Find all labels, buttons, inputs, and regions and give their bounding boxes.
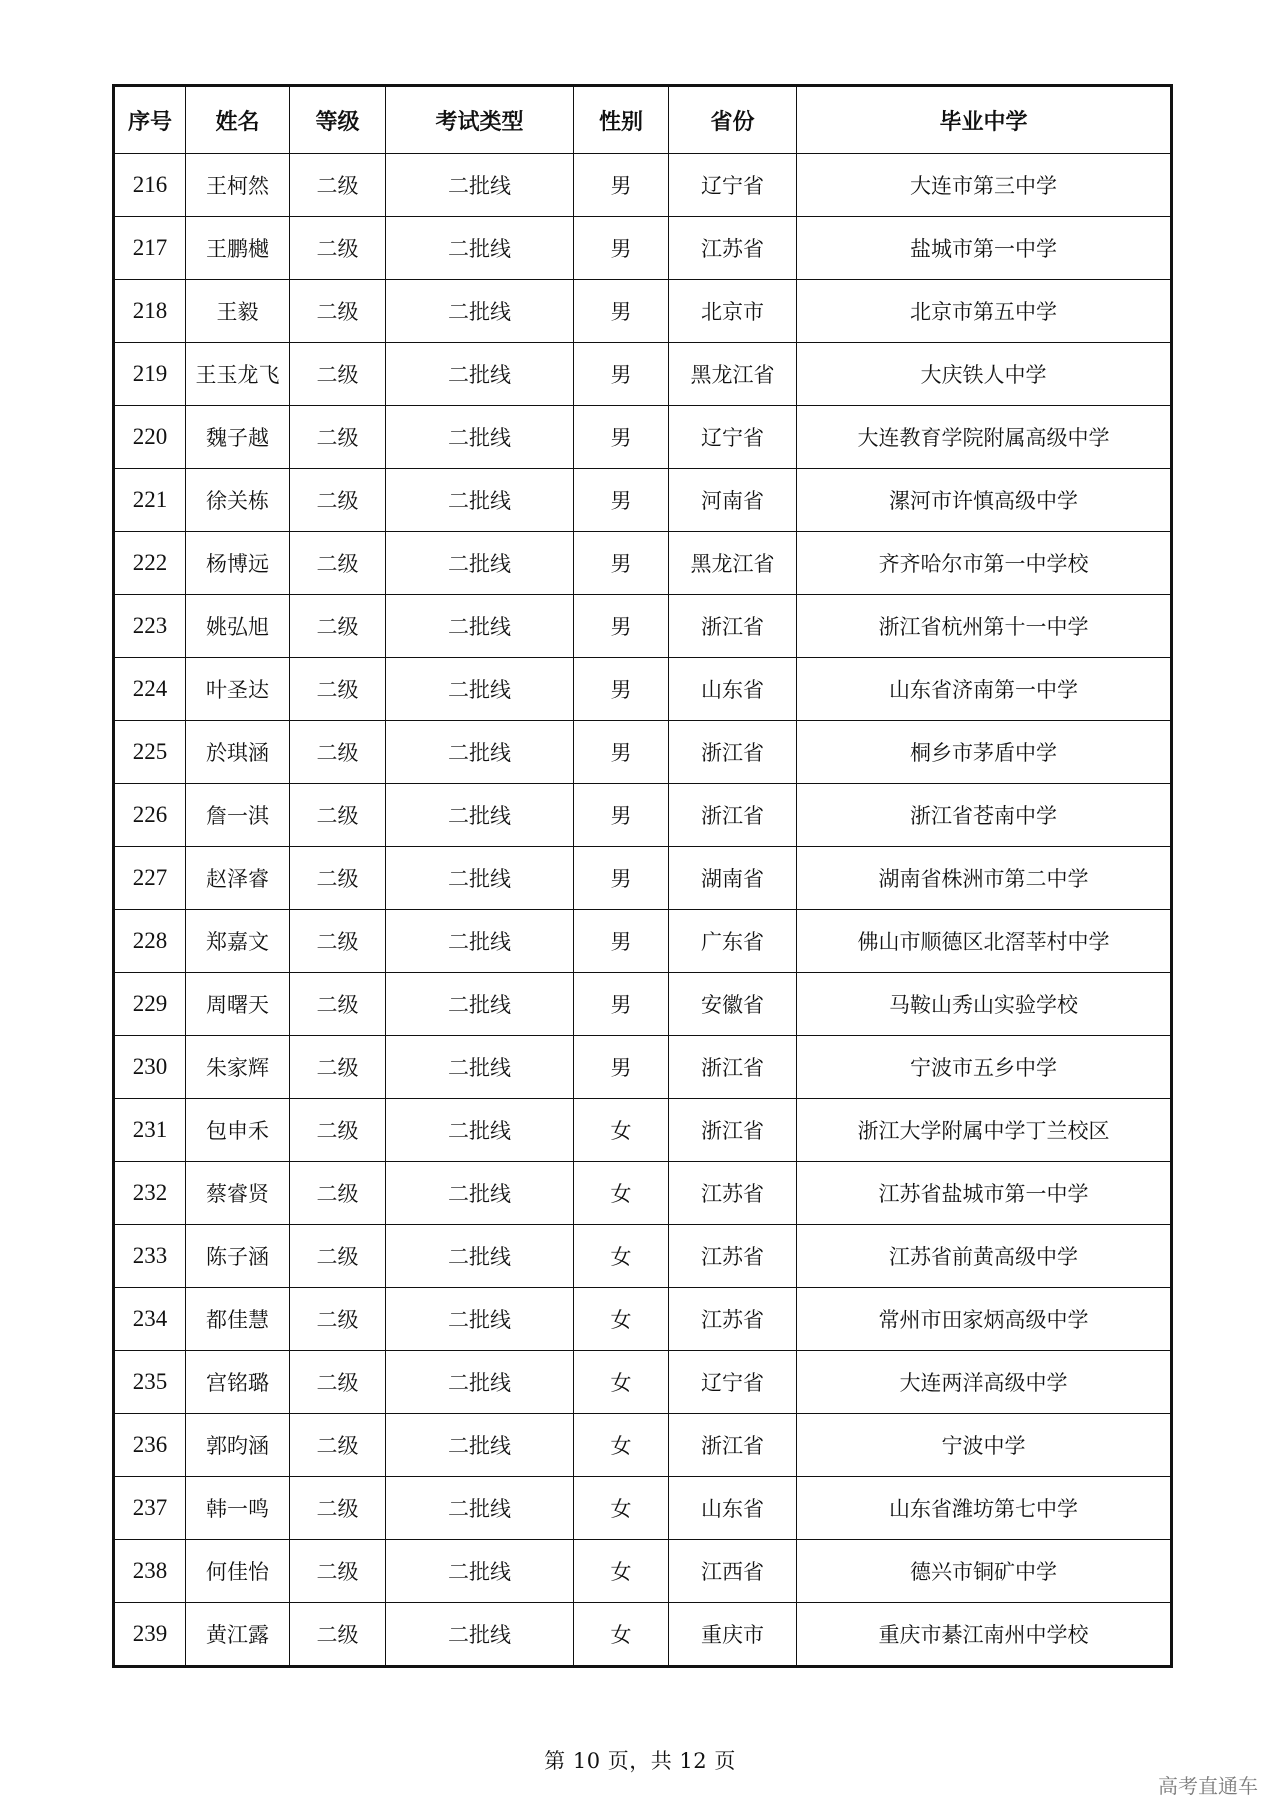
cell-exam-type: 二批线 <box>386 280 574 343</box>
cell-gender: 女 <box>574 1225 669 1288</box>
cell-seq: 229 <box>114 973 186 1036</box>
header-gender: 性别 <box>574 86 669 154</box>
cell-name: 朱家辉 <box>186 1036 290 1099</box>
table-row <box>114 1099 1172 1162</box>
cell-gender: 男 <box>574 469 669 532</box>
table-body <box>114 154 1172 1667</box>
table-row <box>114 1351 1172 1414</box>
table-row <box>114 1225 1172 1288</box>
cell-name: 韩一鸣 <box>186 1477 290 1540</box>
cell-gender: 女 <box>574 1414 669 1477</box>
table-row <box>114 217 1172 280</box>
cell-name: 王玉龙飞 <box>186 343 290 406</box>
cell-school: 江苏省前黄高级中学 <box>797 1225 1172 1288</box>
cell-exam-type: 二批线 <box>386 1288 574 1351</box>
cell-province: 安徽省 <box>669 973 797 1036</box>
cell-school: 宁波市五乡中学 <box>797 1036 1172 1099</box>
cell-name: 赵泽睿 <box>186 847 290 910</box>
cell-exam-type: 二批线 <box>386 658 574 721</box>
cell-level: 二级 <box>290 1288 386 1351</box>
cell-name: 於琪涵 <box>186 721 290 784</box>
cell-name: 周曙天 <box>186 973 290 1036</box>
cell-exam-type: 二批线 <box>386 1603 574 1667</box>
table-row <box>114 532 1172 595</box>
cell-level: 二级 <box>290 973 386 1036</box>
header-seq: 序号 <box>114 86 186 154</box>
header-name: 姓名 <box>186 86 290 154</box>
cell-school: 江苏省盐城市第一中学 <box>797 1162 1172 1225</box>
cell-province: 辽宁省 <box>669 406 797 469</box>
cell-seq: 232 <box>114 1162 186 1225</box>
cell-school: 山东省济南第一中学 <box>797 658 1172 721</box>
cell-school: 佛山市顺德区北滘莘村中学 <box>797 910 1172 973</box>
cell-name: 黄江露 <box>186 1603 290 1667</box>
cell-school: 常州市田家炳高级中学 <box>797 1288 1172 1351</box>
cell-level: 二级 <box>290 1162 386 1225</box>
cell-province: 黑龙江省 <box>669 532 797 595</box>
cell-gender: 男 <box>574 217 669 280</box>
cell-name: 郭昀涵 <box>186 1414 290 1477</box>
cell-province: 北京市 <box>669 280 797 343</box>
cell-name: 叶圣达 <box>186 658 290 721</box>
cell-school: 大庆铁人中学 <box>797 343 1172 406</box>
cell-exam-type: 二批线 <box>386 1162 574 1225</box>
cell-gender: 男 <box>574 847 669 910</box>
table-row <box>114 1288 1172 1351</box>
cell-seq: 222 <box>114 532 186 595</box>
cell-name: 魏子越 <box>186 406 290 469</box>
cell-province: 湖南省 <box>669 847 797 910</box>
cell-gender: 女 <box>574 1477 669 1540</box>
table-row <box>114 469 1172 532</box>
cell-level: 二级 <box>290 1036 386 1099</box>
cell-seq: 219 <box>114 343 186 406</box>
cell-level: 二级 <box>290 1540 386 1603</box>
cell-name: 包申禾 <box>186 1099 290 1162</box>
cell-school: 齐齐哈尔市第一中学校 <box>797 532 1172 595</box>
cell-school: 盐城市第一中学 <box>797 217 1172 280</box>
header-province: 省份 <box>669 86 797 154</box>
cell-gender: 男 <box>574 532 669 595</box>
cell-name: 都佳慧 <box>186 1288 290 1351</box>
cell-level: 二级 <box>290 406 386 469</box>
cell-seq: 233 <box>114 1225 186 1288</box>
cell-school: 漯河市许慎高级中学 <box>797 469 1172 532</box>
cell-exam-type: 二批线 <box>386 784 574 847</box>
table-row <box>114 154 1172 217</box>
cell-exam-type: 二批线 <box>386 154 574 217</box>
cell-province: 浙江省 <box>669 1099 797 1162</box>
page-indicator: 第 10 页，共 12 页 <box>544 1749 736 1773</box>
table-row <box>114 1603 1172 1667</box>
watermark-text: 高考直通车 <box>1158 1774 1258 1798</box>
cell-level: 二级 <box>290 784 386 847</box>
cell-gender: 男 <box>574 721 669 784</box>
cell-level: 二级 <box>290 1351 386 1414</box>
cell-level: 二级 <box>290 910 386 973</box>
cell-gender: 男 <box>574 154 669 217</box>
cell-school: 桐乡市茅盾中学 <box>797 721 1172 784</box>
table-header-row <box>114 86 1172 154</box>
cell-seq: 239 <box>114 1603 186 1667</box>
cell-gender: 男 <box>574 280 669 343</box>
cell-seq: 236 <box>114 1414 186 1477</box>
table-row <box>114 910 1172 973</box>
cell-exam-type: 二批线 <box>386 847 574 910</box>
cell-gender: 男 <box>574 784 669 847</box>
cell-school: 湖南省株洲市第二中学 <box>797 847 1172 910</box>
cell-province: 江苏省 <box>669 1162 797 1225</box>
cell-seq: 221 <box>114 469 186 532</box>
cell-exam-type: 二批线 <box>386 469 574 532</box>
cell-gender: 女 <box>574 1162 669 1225</box>
cell-gender: 女 <box>574 1603 669 1667</box>
cell-school: 北京市第五中学 <box>797 280 1172 343</box>
cell-province: 江苏省 <box>669 1288 797 1351</box>
cell-seq: 237 <box>114 1477 186 1540</box>
table-row <box>114 973 1172 1036</box>
cell-province: 河南省 <box>669 469 797 532</box>
cell-level: 二级 <box>290 1099 386 1162</box>
cell-level: 二级 <box>290 532 386 595</box>
cell-gender: 女 <box>574 1351 669 1414</box>
cell-school: 大连两洋高级中学 <box>797 1351 1172 1414</box>
header-level: 等级 <box>290 86 386 154</box>
cell-seq: 225 <box>114 721 186 784</box>
cell-name: 宫铭璐 <box>186 1351 290 1414</box>
cell-province: 浙江省 <box>669 1036 797 1099</box>
cell-province: 浙江省 <box>669 595 797 658</box>
cell-level: 二级 <box>290 154 386 217</box>
cell-province: 浙江省 <box>669 721 797 784</box>
cell-school: 浙江省苍南中学 <box>797 784 1172 847</box>
cell-seq: 234 <box>114 1288 186 1351</box>
cell-level: 二级 <box>290 1603 386 1667</box>
cell-school: 大连市第三中学 <box>797 154 1172 217</box>
table-row <box>114 1414 1172 1477</box>
cell-exam-type: 二批线 <box>386 1099 574 1162</box>
cell-seq: 218 <box>114 280 186 343</box>
cell-gender: 女 <box>574 1099 669 1162</box>
cell-exam-type: 二批线 <box>386 532 574 595</box>
cell-province: 黑龙江省 <box>669 343 797 406</box>
cell-seq: 216 <box>114 154 186 217</box>
cell-level: 二级 <box>290 1477 386 1540</box>
cell-exam-type: 二批线 <box>386 343 574 406</box>
cell-name: 詹一淇 <box>186 784 290 847</box>
cell-province: 江苏省 <box>669 1225 797 1288</box>
table-row <box>114 658 1172 721</box>
table-row <box>114 280 1172 343</box>
cell-gender: 男 <box>574 406 669 469</box>
cell-school: 浙江大学附属中学丁兰校区 <box>797 1099 1172 1162</box>
cell-level: 二级 <box>290 847 386 910</box>
cell-seq: 235 <box>114 1351 186 1414</box>
cell-gender: 男 <box>574 343 669 406</box>
cell-exam-type: 二批线 <box>386 910 574 973</box>
cell-exam-type: 二批线 <box>386 1225 574 1288</box>
table-row <box>114 595 1172 658</box>
cell-name: 王毅 <box>186 280 290 343</box>
cell-school: 重庆市綦江南州中学校 <box>797 1603 1172 1667</box>
cell-seq: 220 <box>114 406 186 469</box>
cell-province: 辽宁省 <box>669 154 797 217</box>
cell-exam-type: 二批线 <box>386 406 574 469</box>
cell-province: 浙江省 <box>669 1414 797 1477</box>
cell-level: 二级 <box>290 217 386 280</box>
cell-gender: 男 <box>574 1036 669 1099</box>
cell-name: 蔡睿贤 <box>186 1162 290 1225</box>
cell-exam-type: 二批线 <box>386 1414 574 1477</box>
cell-gender: 女 <box>574 1288 669 1351</box>
cell-exam-type: 二批线 <box>386 1477 574 1540</box>
cell-gender: 男 <box>574 658 669 721</box>
cell-seq: 223 <box>114 595 186 658</box>
cell-school: 宁波中学 <box>797 1414 1172 1477</box>
cell-level: 二级 <box>290 658 386 721</box>
cell-level: 二级 <box>290 343 386 406</box>
cell-exam-type: 二批线 <box>386 721 574 784</box>
cell-name: 姚弘旭 <box>186 595 290 658</box>
cell-province: 山东省 <box>669 1477 797 1540</box>
cell-seq: 230 <box>114 1036 186 1099</box>
table-row <box>114 343 1172 406</box>
cell-exam-type: 二批线 <box>386 595 574 658</box>
cell-school: 德兴市铜矿中学 <box>797 1540 1172 1603</box>
cell-exam-type: 二批线 <box>386 217 574 280</box>
table-row <box>114 784 1172 847</box>
cell-province: 浙江省 <box>669 784 797 847</box>
table-row <box>114 1540 1172 1603</box>
table-row <box>114 847 1172 910</box>
cell-exam-type: 二批线 <box>386 1036 574 1099</box>
cell-province: 江苏省 <box>669 217 797 280</box>
cell-level: 二级 <box>290 469 386 532</box>
cell-name: 王鹏樾 <box>186 217 290 280</box>
cell-seq: 226 <box>114 784 186 847</box>
cell-province: 辽宁省 <box>669 1351 797 1414</box>
cell-school: 马鞍山秀山实验学校 <box>797 973 1172 1036</box>
cell-gender: 男 <box>574 973 669 1036</box>
table-row <box>114 1036 1172 1099</box>
cell-province: 重庆市 <box>669 1603 797 1667</box>
cell-level: 二级 <box>290 1225 386 1288</box>
header-school: 毕业中学 <box>797 86 1172 154</box>
cell-province: 广东省 <box>669 910 797 973</box>
cell-level: 二级 <box>290 280 386 343</box>
cell-gender: 男 <box>574 910 669 973</box>
cell-school: 大连教育学院附属高级中学 <box>797 406 1172 469</box>
cell-seq: 227 <box>114 847 186 910</box>
table-row <box>114 1162 1172 1225</box>
cell-name: 王柯然 <box>186 154 290 217</box>
cell-level: 二级 <box>290 1414 386 1477</box>
cell-level: 二级 <box>290 595 386 658</box>
cell-gender: 男 <box>574 595 669 658</box>
cell-exam-type: 二批线 <box>386 1540 574 1603</box>
table-row <box>114 1477 1172 1540</box>
cell-seq: 224 <box>114 658 186 721</box>
admission-roster-table <box>112 84 1173 1668</box>
cell-seq: 231 <box>114 1099 186 1162</box>
cell-exam-type: 二批线 <box>386 1351 574 1414</box>
cell-gender: 女 <box>574 1540 669 1603</box>
header-exam-type: 考试类型 <box>386 86 574 154</box>
cell-seq: 238 <box>114 1540 186 1603</box>
cell-name: 杨博远 <box>186 532 290 595</box>
table-row <box>114 721 1172 784</box>
cell-name: 郑嘉文 <box>186 910 290 973</box>
cell-school: 山东省潍坊第七中学 <box>797 1477 1172 1540</box>
cell-exam-type: 二批线 <box>386 973 574 1036</box>
cell-level: 二级 <box>290 721 386 784</box>
cell-seq: 217 <box>114 217 186 280</box>
cell-province: 山东省 <box>669 658 797 721</box>
cell-name: 何佳怡 <box>186 1540 290 1603</box>
cell-name: 徐关栋 <box>186 469 290 532</box>
cell-province: 江西省 <box>669 1540 797 1603</box>
cell-seq: 228 <box>114 910 186 973</box>
table-row <box>114 406 1172 469</box>
cell-school: 浙江省杭州第十一中学 <box>797 595 1172 658</box>
cell-name: 陈子涵 <box>186 1225 290 1288</box>
